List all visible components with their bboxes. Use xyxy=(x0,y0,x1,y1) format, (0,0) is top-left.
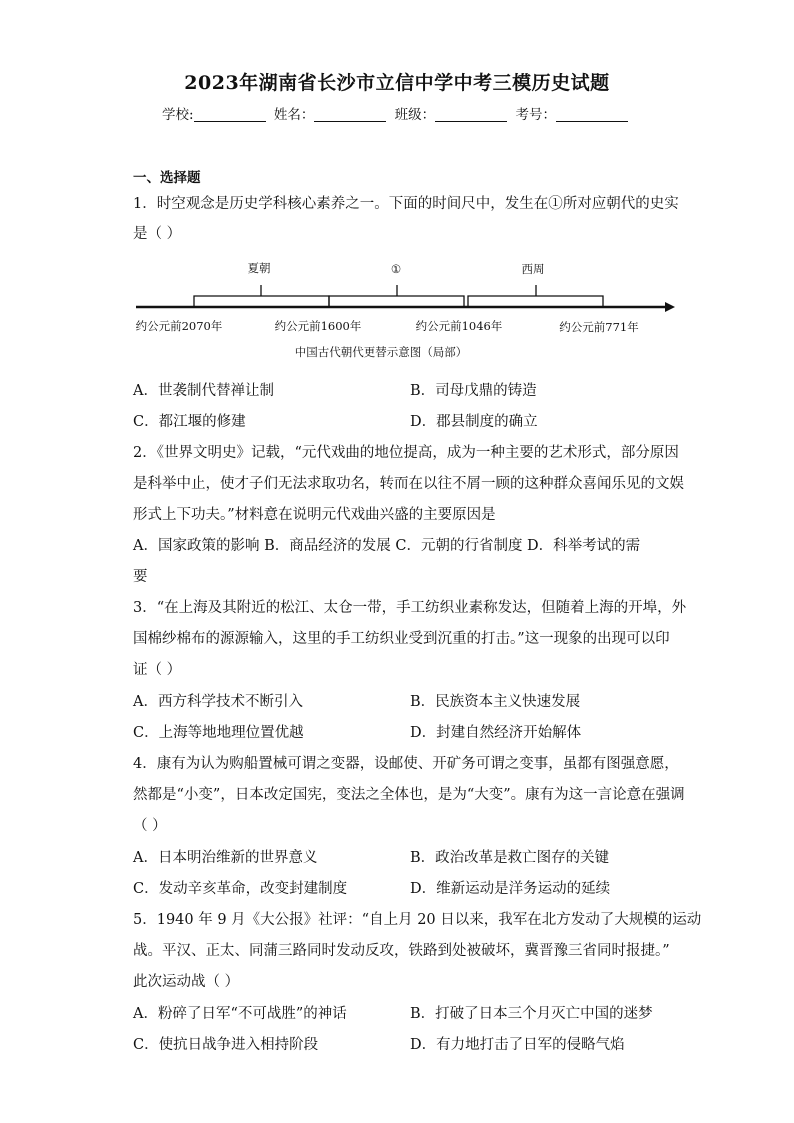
name-label: 姓名： xyxy=(273,107,315,123)
q1-option-a: A．世袭制代替禅让制 xyxy=(133,383,274,399)
q5-stem-line2: 战。平汉、正太、同蒲三路同时发动反攻，铁路到处被破坏，冀晋豫三省同时报捷。” xyxy=(133,943,670,959)
q1-stem-line2: 是（ ） xyxy=(133,226,182,242)
q4-option-a: A．日本明治维新的世界意义 xyxy=(133,850,318,866)
q2-stem-line2: 是科举中止，使才子们无法求取功名，转而在以往不屑一顾的这种群众喜闻乐见的文娱 xyxy=(133,476,684,492)
dynasty-timeline xyxy=(133,255,678,365)
q2-options-wrap: 要 xyxy=(133,569,148,585)
q3-option-c: C．上海等地地理位置优越 xyxy=(133,725,304,741)
q5-stem-line1: 5．1940 年 9 月《大公报》社评：“自上月 20 日以来，我军在北方发动了大规模的运动 xyxy=(133,912,702,928)
date-label-1046bc: 约公元前1046年 xyxy=(415,319,503,333)
period-label-xia: 夏朝 xyxy=(247,261,271,275)
name-blank xyxy=(314,107,386,122)
bracket-west-zhou xyxy=(468,285,603,307)
q5-stem-line3: 此次运动战（ ） xyxy=(133,974,240,990)
q1-option-b: B．司母戊鼎的铸造 xyxy=(410,383,537,399)
q1-stem-line1: 1．时空观念是历史学科核心素养之一。下面的时间尺中，发生在①所对应朝代的史实 xyxy=(133,196,679,212)
q2-stem-line1: 2．《世界文明史》记载，“元代戏曲的地位提高，成为一种主要的艺术形式，部分原因 xyxy=(133,445,679,461)
school-label: 学校: xyxy=(162,107,194,123)
timeline-caption: 中国古代朝代更替示意图（局部） xyxy=(294,345,468,359)
q3-stem-line3: 证（ ） xyxy=(133,662,182,678)
period-label-west-zhou: 西周 xyxy=(521,262,545,276)
bracket-unknown xyxy=(329,285,464,307)
q3-option-b: B．民族资本主义快速发展 xyxy=(410,694,581,710)
q5-option-c: C．使抗日战争进入相持阶段 xyxy=(133,1037,319,1053)
q1-option-d: D．郡县制度的确立 xyxy=(410,414,538,430)
q2-stem-line3: 形式上下功夫。”材料意在说明元代戏曲兴盛的主要原因是 xyxy=(133,507,496,523)
q5-option-b: B．打破了日本三个月灭亡中国的迷梦 xyxy=(410,1006,653,1022)
exam-number-blank xyxy=(556,107,628,122)
q4-stem-line3: （ ） xyxy=(133,818,167,834)
bracket-xia xyxy=(194,285,329,307)
q1-option-c: C．都江堰的修建 xyxy=(133,414,246,430)
q4-option-d: D．维新运动是洋务运动的延续 xyxy=(410,881,611,897)
q3-stem-line1: 3．“在上海及其附近的松江、太仓一带，手工纺织业素称发达，但随着上海的开埠，外 xyxy=(133,600,687,616)
q3-option-a: A．西方科学技术不断引入 xyxy=(133,694,303,710)
q4-option-c: C．发动辛亥革命，改变封建制度 xyxy=(133,881,348,897)
timeline-arrowhead xyxy=(665,302,675,312)
class-label: 班级： xyxy=(394,107,436,123)
exam-title: 2023年湖南省长沙市立信中学中考三模历史试题 xyxy=(184,72,610,94)
student-info-row xyxy=(0,103,794,123)
date-label-2070bc: 约公元前2070年 xyxy=(135,319,223,333)
date-label-771bc: 约公元前771年 xyxy=(559,320,639,334)
q4-stem-line2: 然都是“小变”，日本改定国宪，变法之全体也，是为“大变”。康有为这一言论意在强调 xyxy=(133,787,685,803)
q2-options-line: A．国家政策的影响 B．商品经济的发展 C．元朝的行省制度 D．科举考试的需 xyxy=(133,538,641,554)
class-blank xyxy=(435,107,507,122)
date-label-1600bc: 约公元前1600年 xyxy=(274,319,362,333)
period-label-unknown: ① xyxy=(390,262,402,276)
section-heading: 一、选择题 xyxy=(133,170,201,186)
school-blank xyxy=(194,107,266,122)
q4-stem-line1: 4．康有为认为购船置械可谓之变器，设邮使、开矿务可谓之变事，虽都有图强意愿， xyxy=(133,756,679,772)
q3-stem-line2: 国棉纱棉布的源源输入，这里的手工纺织业受到沉重的打击。”这一现象的出现可以印 xyxy=(133,631,670,647)
q5-option-a: A．粉碎了日军“不可战胜”的神话 xyxy=(133,1006,347,1022)
q3-option-d: D．封建自然经济开始解体 xyxy=(410,725,582,741)
q4-option-b: B．政治改革是救亡图存的关键 xyxy=(410,850,610,866)
exam-number-label: 考号： xyxy=(515,107,556,123)
q5-option-d: D．有力地打击了日军的侵略气焰 xyxy=(410,1037,625,1053)
